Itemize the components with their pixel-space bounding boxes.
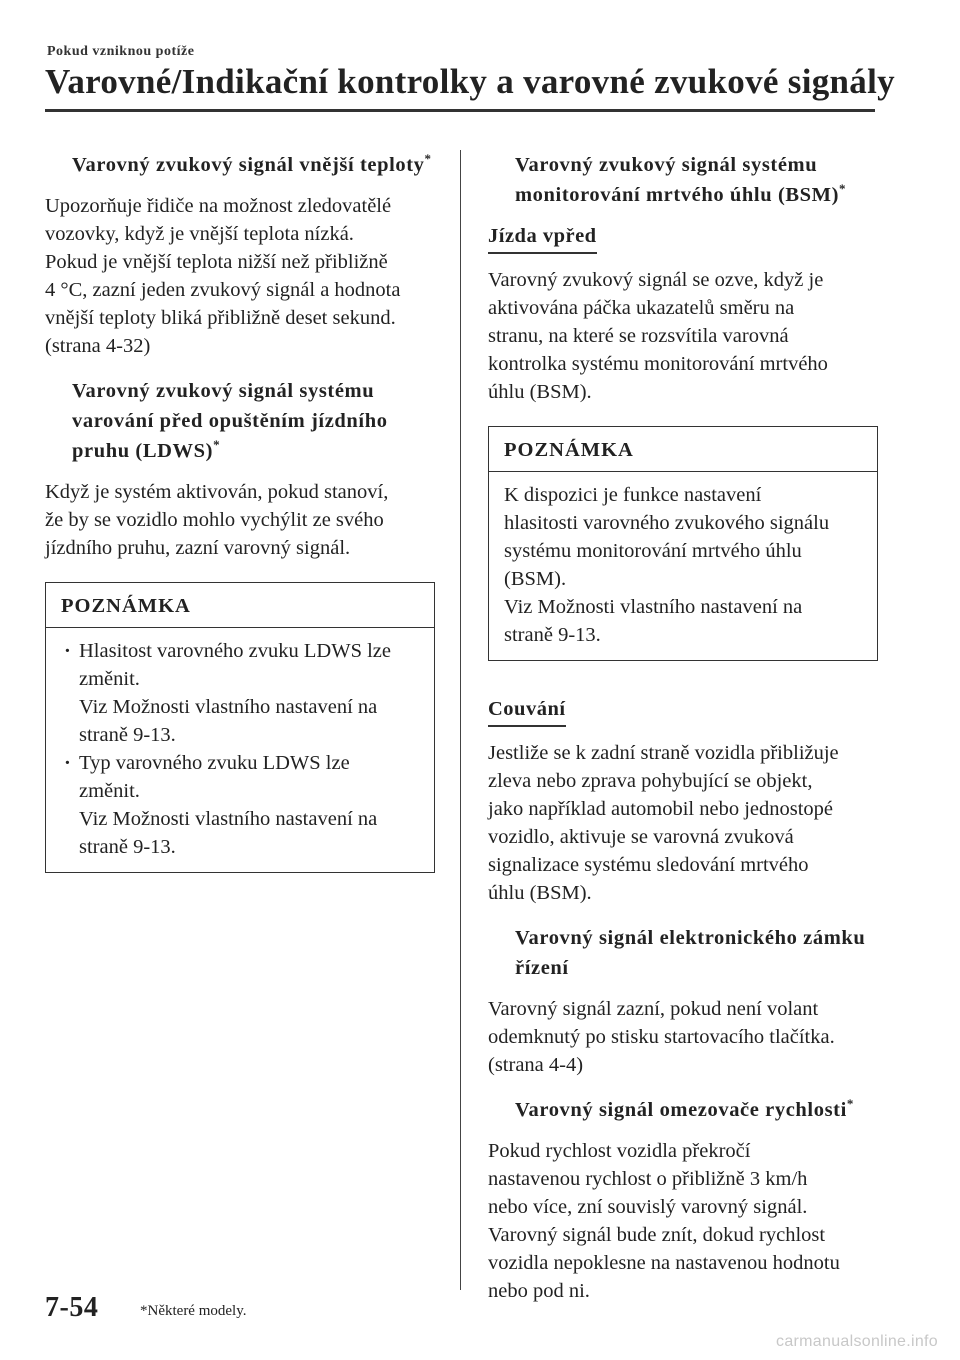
bsm-heading [488, 150, 878, 210]
text-line: Když je systém aktivován, pokud stanoví, [45, 481, 389, 503]
ldws-note-box [45, 582, 435, 873]
text-line: · Hlasitost varovného zvuku LDWS lze [79, 640, 391, 662]
forward-body [488, 266, 878, 406]
page-number: 7-54 [45, 1292, 99, 1323]
text-line: změnit. [79, 780, 140, 802]
footnote-marker: * [839, 181, 847, 197]
footnote-marker: * [424, 151, 432, 167]
page-reference: (strana 4-4) [488, 1054, 584, 1076]
section-label: Pokud vzniknou potíže [47, 44, 195, 59]
text-line: vnější teploty bliká přibližně deset sekund. [45, 307, 396, 329]
text-line: Viz Možnosti vlastního nastavení na [504, 596, 803, 618]
text-line: kontrolka systému monitorování mrtvého [488, 353, 828, 375]
reverse-subheading: Couvání [488, 695, 566, 727]
note-heading: POZNÁMKA [489, 427, 877, 472]
title-rule [45, 109, 875, 112]
text-line: vozidla nepoklesne na nastavenou hodnotu [488, 1252, 840, 1274]
text-line: 4 °C, zazní jeden zvukový signál a hodnota [45, 279, 401, 301]
page-reference: (strana 4-32) [45, 335, 151, 357]
text-line: Varovný signál bude znít, dokud rychlost [488, 1224, 826, 1246]
text-line: · Typ varovného zvuku LDWS lze [79, 752, 350, 774]
text-line: stranu, na které se rozsvítila varovná [488, 325, 789, 347]
note-item [61, 637, 419, 749]
text-line: zleva nebo zprava pohybující se objekt, [488, 770, 813, 792]
column-divider [460, 150, 461, 1290]
text-line: že by se vozidlo mohlo vychýlit ze svého [45, 509, 384, 531]
page-reference: straně 9-13. [79, 724, 176, 746]
page-reference: straně 9-13. [79, 836, 176, 858]
text-line: signalizace systému sledování mrtvého [488, 854, 809, 876]
text-line: jako například automobil nebo jednostopé [488, 798, 834, 820]
text-line: úhlu (BSM). [488, 882, 592, 904]
text-line: Pokud rychlost vozidla překročí [488, 1140, 751, 1162]
text-line: Viz Možnosti vlastního nastavení na [79, 696, 378, 718]
text-line: nebo více, zní souvislý varovný signál. [488, 1196, 808, 1218]
right-column [488, 150, 878, 1321]
note-body [489, 472, 877, 660]
text-line: Pokud je vnější teplota nižší než přibližně [45, 251, 388, 273]
bsm-note-box [488, 426, 878, 661]
steering-lock-body [488, 995, 878, 1079]
steering-lock-heading [488, 923, 878, 983]
ldws-heading-text: Varovný zvukový signál systému varování před opuštěním jízdního pruhu (LDWS) [72, 380, 388, 462]
outside-temp-heading [45, 150, 435, 180]
text-line: nebo pod ni. [488, 1280, 590, 1302]
text-line: vozidlo, aktivuje se varovná zvuková [488, 826, 794, 848]
note-list [61, 637, 419, 861]
text-line: vozovky, když je vnější teplota nízká. [45, 223, 354, 245]
forward-subheading: Jízda vpřed [488, 222, 597, 254]
ldws-heading [45, 376, 435, 466]
reverse-body [488, 739, 878, 907]
speed-limiter-heading-text: Varovný signál omezovače rychlosti [515, 1099, 847, 1121]
text-line: Varovný zvukový signál se ozve, když je [488, 269, 824, 291]
note-body [46, 628, 434, 872]
text-line: Varovný signál zazní, pokud není volant [488, 998, 819, 1020]
page-title: Varovné/Indikační kontrolky a varovné zvukové signály [45, 62, 895, 101]
text-line: K dispozici je funkce nastavení [504, 484, 762, 506]
footnote: *Některé modely. [140, 1303, 247, 1319]
steering-lock-heading-text: Varovný signál elektronického zámku řízení [515, 927, 866, 979]
bsm-heading-text: Varovný zvukový signál systému monitorování mrtvého úhlu (BSM) [515, 154, 840, 206]
text-line: nastavenou rychlost o přibližně 3 km/h [488, 1168, 808, 1190]
speed-limiter-body [488, 1137, 878, 1305]
footnote-marker: * [846, 1096, 854, 1112]
text-line: aktivována páčka ukazatelů směru na [488, 297, 795, 319]
note-heading: POZNÁMKA [46, 583, 434, 628]
text-line: hlasitosti varovného zvukového signálu [504, 512, 830, 534]
text-line: Upozorňuje řidiče na možnost zledovatělé [45, 195, 392, 217]
text-line: změnit. [79, 668, 140, 690]
text-line: Viz Možnosti vlastního nastavení na [79, 808, 378, 830]
text-line: Jestliže se k zadní straně vozidla přibližuje [488, 742, 839, 764]
speed-limiter-heading [488, 1095, 878, 1125]
text-line: odemknutý po stisku startovacího tlačítka. [488, 1026, 835, 1048]
text-line: úhlu (BSM). [488, 381, 592, 403]
ldws-body [45, 478, 435, 562]
left-column [45, 150, 435, 895]
page-reference: straně 9-13. [504, 624, 601, 646]
text-line: systému monitorování mrtvého úhlu [504, 540, 802, 562]
text-line: jízdního pruhu, zazní varovný signál. [45, 537, 351, 559]
outside-temp-heading-text: Varovný zvukový signál vnější teploty [72, 154, 425, 176]
text-line: (BSM). [504, 568, 567, 590]
outside-temp-body [45, 192, 435, 360]
note-item [61, 749, 419, 861]
watermark: carmanualsonline.info [776, 1333, 938, 1350]
footnote-marker: * [213, 437, 221, 453]
